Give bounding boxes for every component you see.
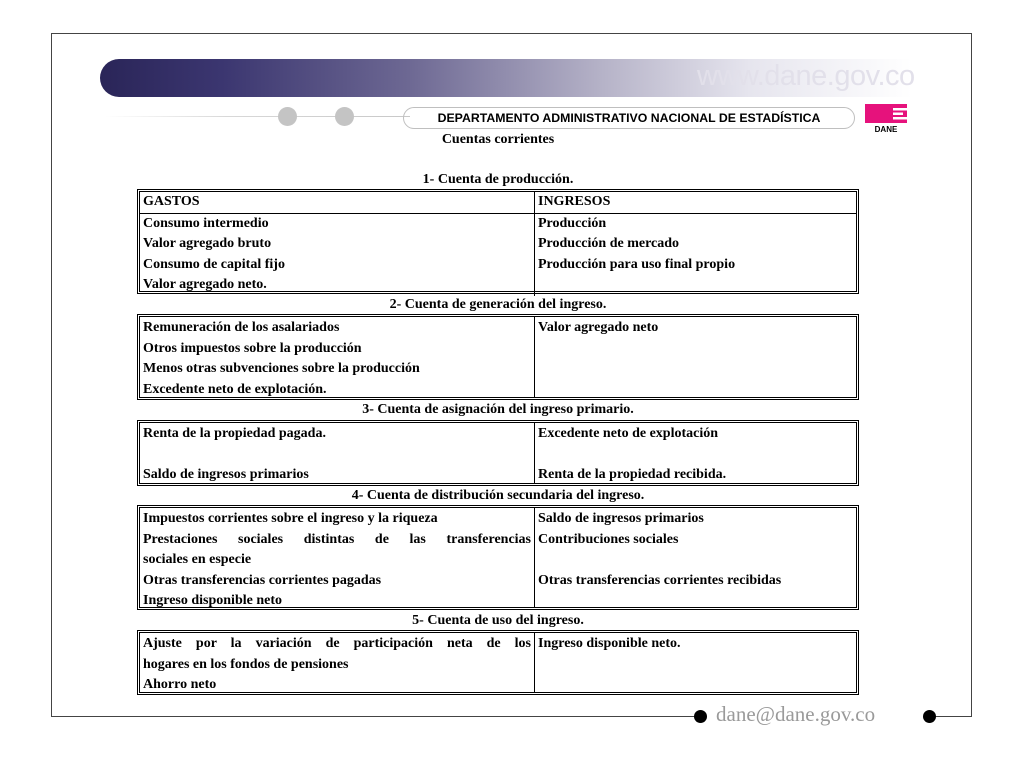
logo-text: DANE	[874, 125, 898, 134]
list-item: Excedente neto de explotación	[538, 426, 719, 441]
credit-column	[535, 214, 856, 296]
list-item: Valor agregado neto	[538, 320, 659, 335]
list-item: Valor agregado bruto	[143, 236, 272, 251]
decorative-dot	[335, 107, 354, 126]
debit-column	[140, 214, 535, 296]
account-table	[137, 420, 859, 486]
list-item: Renta de la propiedad recibida.	[538, 467, 727, 482]
list-item: Contribuciones sociales	[538, 531, 679, 547]
header-rule	[105, 116, 410, 117]
list-item	[538, 591, 853, 612]
account-table	[137, 505, 859, 610]
table-header	[140, 192, 856, 214]
decorative-dot	[278, 107, 297, 126]
header-gastos: GASTOS	[143, 194, 200, 209]
list-item	[143, 445, 531, 466]
footer-rule-right	[934, 716, 972, 717]
list-item: Remuneración de los asalariados	[143, 320, 340, 335]
list-item: Prestaciones sociales distintas de las transferencias	[143, 531, 531, 547]
account-table	[137, 314, 859, 400]
list-item: Ajuste por la variación de participación neta de los	[143, 636, 531, 651]
list-item: Ingreso disponible neto	[143, 593, 282, 608]
list-item: Otras transferencias corrientes recibidas	[538, 572, 782, 588]
list-item: Otras transferencias corrientes pagadas	[143, 572, 382, 588]
list-item	[538, 445, 853, 466]
debit-column	[140, 508, 535, 607]
list-item: Otros impuestos sobre la producción	[143, 340, 362, 356]
site-url[interactable]: www.dane.gov.co	[697, 60, 915, 92]
list-item	[538, 275, 853, 296]
list-item: Producción	[538, 215, 607, 231]
list-item: Saldo de ingresos primarios	[538, 511, 704, 526]
list-item: sociales en especie	[143, 552, 252, 567]
list-item	[538, 550, 853, 571]
account-table	[137, 189, 859, 294]
footer-rule-left	[51, 716, 696, 717]
list-item: Impuestos corrientes sobre el ingreso y la riqueza	[143, 511, 438, 526]
debit-column	[140, 317, 535, 397]
credit-column	[535, 317, 856, 397]
list-item: Ingreso disponible neto.	[538, 636, 681, 651]
list-item: Menos otras subvenciones sobre la producción	[143, 361, 420, 376]
list-item: Valor agregado neto.	[143, 277, 267, 292]
list-item: Consumo de capital fijo	[143, 256, 285, 272]
list-item: Excedente neto de explotación.	[143, 381, 327, 397]
section-title: 1- Cuenta de producción.	[422, 172, 574, 187]
department-name: DEPARTAMENTO ADMINISTRATIVO NACIONAL DE ESTADÍSTICA	[403, 107, 855, 129]
list-item: Ahorro neto	[143, 677, 217, 692]
contact-email[interactable]: dane@dane.gov.co	[716, 702, 876, 726]
credit-column	[535, 508, 856, 607]
credit-column	[535, 633, 856, 692]
dane-logo	[863, 104, 909, 134]
section-title: 4- Cuenta de distribución secundaria del ingreso.	[351, 488, 645, 503]
section-title: 2- Cuenta de generación del ingreso.	[389, 297, 607, 312]
header-ingresos: INGRESOS	[538, 194, 611, 209]
list-item: Renta de la propiedad pagada.	[143, 426, 326, 441]
list-item: Producción de mercado	[538, 236, 680, 251]
list-item: Saldo de ingresos primarios	[143, 467, 309, 482]
debit-column	[140, 423, 535, 483]
list-item: Consumo intermedio	[143, 215, 269, 231]
debit-column	[140, 633, 535, 692]
footer-dot	[923, 710, 936, 723]
account-table	[137, 630, 859, 695]
list-item: Producción para uso final propio	[538, 256, 736, 272]
document-title: Cuentas corrientes	[441, 132, 555, 147]
footer-dot	[694, 710, 707, 723]
list-item: hogares en los fondos de pensiones	[143, 656, 349, 672]
credit-column	[535, 423, 856, 483]
section-title: 5- Cuenta de uso del ingreso.	[412, 613, 584, 628]
section-title: 3- Cuenta de asignación del ingreso primario.	[362, 402, 634, 417]
